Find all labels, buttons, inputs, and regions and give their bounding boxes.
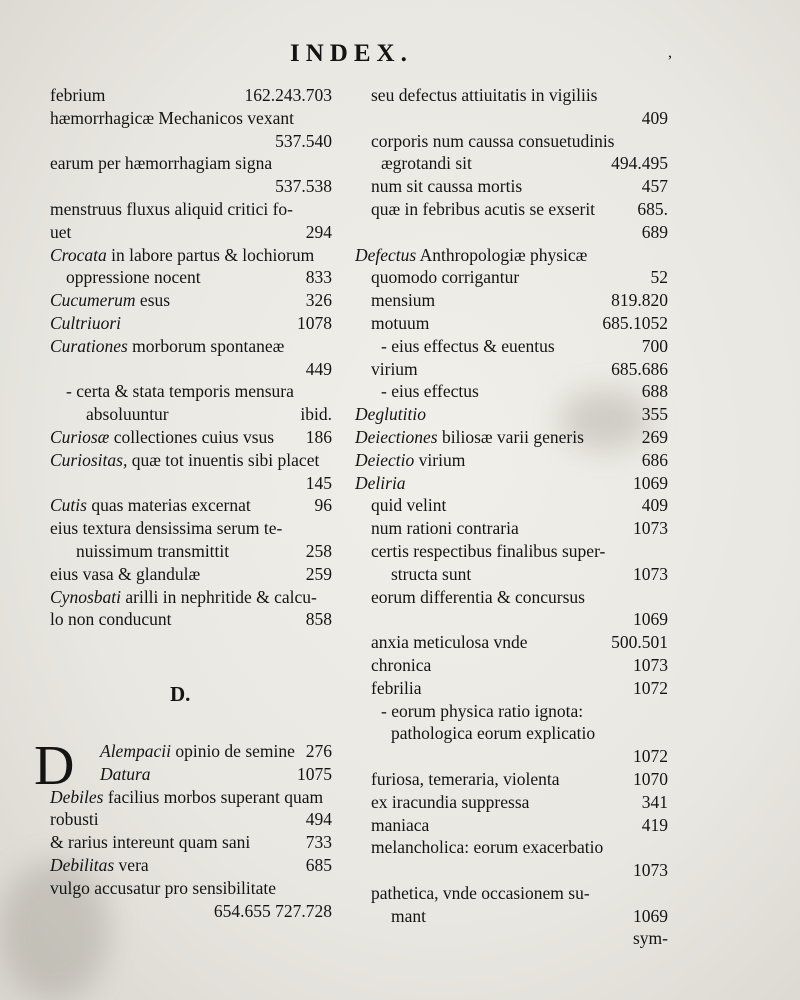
entry-page-number: 500.501 xyxy=(611,632,668,653)
index-entry xyxy=(50,786,332,809)
entry-text: mant xyxy=(391,905,426,926)
entry-text: hæmorrhagicæ Mechanicos vexant xyxy=(50,107,294,128)
entry-page-number: 689 xyxy=(641,221,668,242)
entry-text: Deliria xyxy=(355,472,406,493)
entry-text: furiosa, temeraria, violenta xyxy=(371,768,560,789)
entry-text: anxia meticulosa vnde xyxy=(371,632,528,653)
entry-text: ægrotandi sit xyxy=(381,153,472,174)
entry-text: Defectus Anthropologiæ physicæ xyxy=(355,244,588,265)
entry-page-number: 1069 xyxy=(633,905,668,926)
index-entry xyxy=(50,312,332,335)
entry-page-number: 685 xyxy=(305,854,332,875)
entry-text: ex iracundia suppressa xyxy=(371,791,530,812)
index-entry xyxy=(50,130,332,153)
entry-page-number: 537.540 xyxy=(275,130,332,151)
index-entry xyxy=(355,905,668,928)
index-column-left xyxy=(50,84,332,631)
index-entry xyxy=(355,358,668,381)
index-entry xyxy=(355,859,668,882)
entry-page-number: 276 xyxy=(305,741,332,761)
index-entry xyxy=(355,791,668,814)
index-entry xyxy=(50,831,332,854)
index-entry xyxy=(355,449,668,472)
index-entry xyxy=(355,403,668,426)
index-entry xyxy=(355,722,668,745)
index-entry xyxy=(50,494,332,517)
entry-page-number: 96 xyxy=(314,495,332,516)
entry-page-number: 341 xyxy=(641,791,668,812)
entry-page-number: 258 xyxy=(305,540,332,561)
index-column-right xyxy=(355,84,668,950)
index-entry xyxy=(50,877,332,900)
index-entry xyxy=(355,836,668,859)
entry-text: Curationes morborum spontaneæ xyxy=(50,335,285,356)
index-entry xyxy=(50,380,332,403)
index-entry xyxy=(50,563,332,586)
entry-page-number: 1072 xyxy=(633,746,668,767)
entry-page-number: 326 xyxy=(305,290,332,311)
entry-text: eius vasa & glandulæ xyxy=(50,563,201,584)
index-entry xyxy=(355,130,668,153)
entry-text: Crocata in labore partus & lochiorum xyxy=(50,244,315,265)
page-folio-mark: , xyxy=(668,44,672,61)
entry-page-number: 259 xyxy=(305,563,332,584)
index-entry xyxy=(50,740,332,763)
entry-page-number: 52 xyxy=(650,267,668,288)
entry-text: Cynosbati arilli in nephritide & calcu- xyxy=(50,586,317,607)
entry-page-number: 1073 xyxy=(633,860,668,881)
index-entry xyxy=(50,854,332,877)
index-entry xyxy=(355,654,668,677)
index-entry xyxy=(50,472,332,495)
entry-page-number: 858 xyxy=(305,609,332,630)
index-entry xyxy=(50,586,332,609)
entry-text: mensium xyxy=(371,290,436,311)
entry-page-number: 355 xyxy=(641,404,668,425)
index-entry xyxy=(50,84,332,107)
entry-text: absoluuntur xyxy=(86,404,169,425)
index-entry xyxy=(355,677,668,700)
index-entry xyxy=(355,107,668,130)
index-column-left-d xyxy=(50,740,332,922)
entry-text: vulgo accusatur pro sensibilitate xyxy=(50,877,276,898)
index-entry xyxy=(50,608,332,631)
index-entry xyxy=(355,814,668,837)
entry-text: febrium xyxy=(50,85,106,105)
entry-page-number: 1072 xyxy=(633,677,668,698)
entry-page-number: 494 xyxy=(305,809,332,830)
entry-text: certis respectibus finalibus super- xyxy=(371,540,606,561)
entry-page-number: 733 xyxy=(305,832,332,853)
entry-page-number: 1070 xyxy=(633,768,668,789)
index-entry xyxy=(355,426,668,449)
entry-page-number: 494.495 xyxy=(611,153,668,174)
index-entry xyxy=(50,107,332,130)
entry-page-number: 294 xyxy=(305,221,332,242)
entry-page-number: 409 xyxy=(641,107,668,128)
entry-page-number: 1069 xyxy=(633,609,668,630)
entry-text: virium xyxy=(371,358,418,379)
index-entry xyxy=(355,152,668,175)
index-entry xyxy=(50,449,332,472)
entry-text: earum per hæmorrhagiam signa xyxy=(50,153,273,174)
index-entry xyxy=(50,358,332,381)
entry-text: pathetica, vnde occasionem su- xyxy=(371,882,590,903)
entry-text: Deglutitio xyxy=(355,404,426,425)
index-entry xyxy=(355,472,668,495)
index-entry xyxy=(355,266,668,289)
entry-page-number: 449 xyxy=(305,358,332,379)
entry-text: menstruus fluxus aliquid critici fo- xyxy=(50,198,294,219)
index-entry xyxy=(50,244,332,267)
entry-text: & rarius intereunt quam sani xyxy=(50,832,251,853)
entry-text: febrilia xyxy=(371,677,422,698)
entry-page-number: 819.820 xyxy=(611,290,668,311)
index-entry xyxy=(50,403,332,426)
index-entry xyxy=(50,900,332,923)
index-entry xyxy=(50,266,332,289)
index-entry xyxy=(50,198,332,221)
section-letter: D. xyxy=(170,682,191,706)
index-entry xyxy=(355,221,668,244)
entry-text: melancholica: eorum exacerbatio xyxy=(371,837,604,858)
entry-text: Cucumerum esus xyxy=(50,290,171,311)
entry-page-number: 700 xyxy=(641,335,668,356)
index-entry xyxy=(50,289,332,312)
entry-page-number: 269 xyxy=(641,426,668,447)
index-entry xyxy=(355,198,668,221)
entry-text: - eius effectus xyxy=(381,381,479,402)
entry-text: quomodo corrigantur xyxy=(371,267,520,288)
index-entry xyxy=(50,517,332,540)
entry-page-number: 537.538 xyxy=(275,176,332,197)
entry-page-number: 833 xyxy=(305,267,332,288)
entry-text: pathologica eorum explicatio xyxy=(391,723,596,744)
index-entry xyxy=(50,175,332,198)
entry-text: num sit caussa mortis xyxy=(371,176,523,197)
entry-page-number: sym- xyxy=(633,928,668,949)
entry-text: motuum xyxy=(371,312,430,333)
index-entry xyxy=(50,426,332,449)
entry-page-number: 1075 xyxy=(297,763,332,784)
index-entry xyxy=(355,312,668,335)
index-entry xyxy=(355,289,668,312)
index-entry xyxy=(355,563,668,586)
entry-text: nuissimum transmittit xyxy=(76,540,230,561)
index-entry xyxy=(355,517,668,540)
index-entry xyxy=(50,763,332,786)
entry-page-number: 685.686 xyxy=(611,358,668,379)
entry-text: Cutis quas materias excernat xyxy=(50,495,251,516)
entry-text: Cultriuori xyxy=(50,312,121,333)
index-entry xyxy=(50,808,332,831)
index-entry xyxy=(355,540,668,563)
entry-text: - eorum physica ratio ignota: xyxy=(381,700,584,721)
entry-page-number: 686 xyxy=(641,449,668,470)
entry-text: - certa & stata temporis mensura xyxy=(66,381,294,402)
entry-text: Curiositas, quæ tot inuentis sibi placet xyxy=(50,449,320,470)
index-entry xyxy=(50,221,332,244)
index-entry xyxy=(355,631,668,654)
entry-text: seu defectus attiuitatis in vigiliis xyxy=(371,85,598,105)
entry-page-number: ibid. xyxy=(300,404,332,425)
entry-text: corporis num caussa consuetudinis xyxy=(371,130,615,151)
index-entry xyxy=(355,768,668,791)
entry-text: quæ in febribus acutis se exserit xyxy=(371,198,596,219)
entry-page-number: 685.1052 xyxy=(602,312,668,333)
index-entry xyxy=(355,244,668,267)
index-entry xyxy=(355,700,668,723)
entry-text: - eius effectus & euentus xyxy=(381,335,555,356)
entry-text: chronica xyxy=(371,654,432,675)
entry-page-number: 688 xyxy=(641,381,668,402)
entry-page-number: 685. xyxy=(637,198,668,219)
entry-text: Alempacii opinio de semine xyxy=(100,741,295,761)
entry-page-number: 1073 xyxy=(633,563,668,584)
entry-text: Deiectio virium xyxy=(355,449,466,470)
entry-text: Debiles facilius morbos superant quam xyxy=(50,786,324,807)
entry-page-number: 654.655 727.728 xyxy=(213,900,332,921)
entry-page-number: 409 xyxy=(641,495,668,516)
entry-text: Curiosæ collectiones cuius vsus xyxy=(50,426,275,447)
entry-page-number: 162.243.703 xyxy=(244,85,332,105)
entry-text: oppressione nocent xyxy=(66,267,201,288)
entry-text: lo non conducunt xyxy=(50,609,172,630)
index-entry xyxy=(355,586,668,609)
index-entry xyxy=(355,882,668,905)
index-entry xyxy=(355,608,668,631)
entry-text: num rationi contraria xyxy=(371,518,519,539)
page-header xyxy=(0,40,800,76)
entry-text: eius textura densissima serum te- xyxy=(50,518,283,539)
entry-text: Debilitas vera xyxy=(50,854,149,875)
entry-text: Datura xyxy=(100,763,151,784)
index-entry xyxy=(50,540,332,563)
entry-page-number: 1069 xyxy=(633,472,668,493)
index-entry xyxy=(355,927,668,950)
entry-page-number: 1078 xyxy=(297,312,332,333)
entry-text: uet xyxy=(50,221,72,242)
entry-text: Deiectiones biliosæ varii generis xyxy=(355,426,584,447)
entry-text: quid velint xyxy=(371,495,447,516)
entry-page-number: 1073 xyxy=(633,518,668,539)
entry-page-number: 457 xyxy=(641,176,668,197)
entry-page-number: 145 xyxy=(305,472,332,493)
entry-page-number: 419 xyxy=(641,814,668,835)
entry-text: robusti xyxy=(50,809,99,830)
index-entry xyxy=(355,84,668,107)
index-entry xyxy=(355,494,668,517)
entry-page-number: 186 xyxy=(305,426,332,447)
index-entry xyxy=(50,335,332,358)
entry-text: maniaca xyxy=(371,814,430,835)
index-entry xyxy=(50,152,332,175)
index-entry xyxy=(355,745,668,768)
entry-text: structa sunt xyxy=(391,563,472,584)
page-title: INDEX. xyxy=(290,40,413,67)
entry-page-number: 1073 xyxy=(633,654,668,675)
entry-text: eorum differentia & concursus xyxy=(371,586,585,607)
index-entry xyxy=(355,175,668,198)
index-entry xyxy=(355,335,668,358)
index-entry xyxy=(355,380,668,403)
drop-capital: D xyxy=(34,735,75,797)
